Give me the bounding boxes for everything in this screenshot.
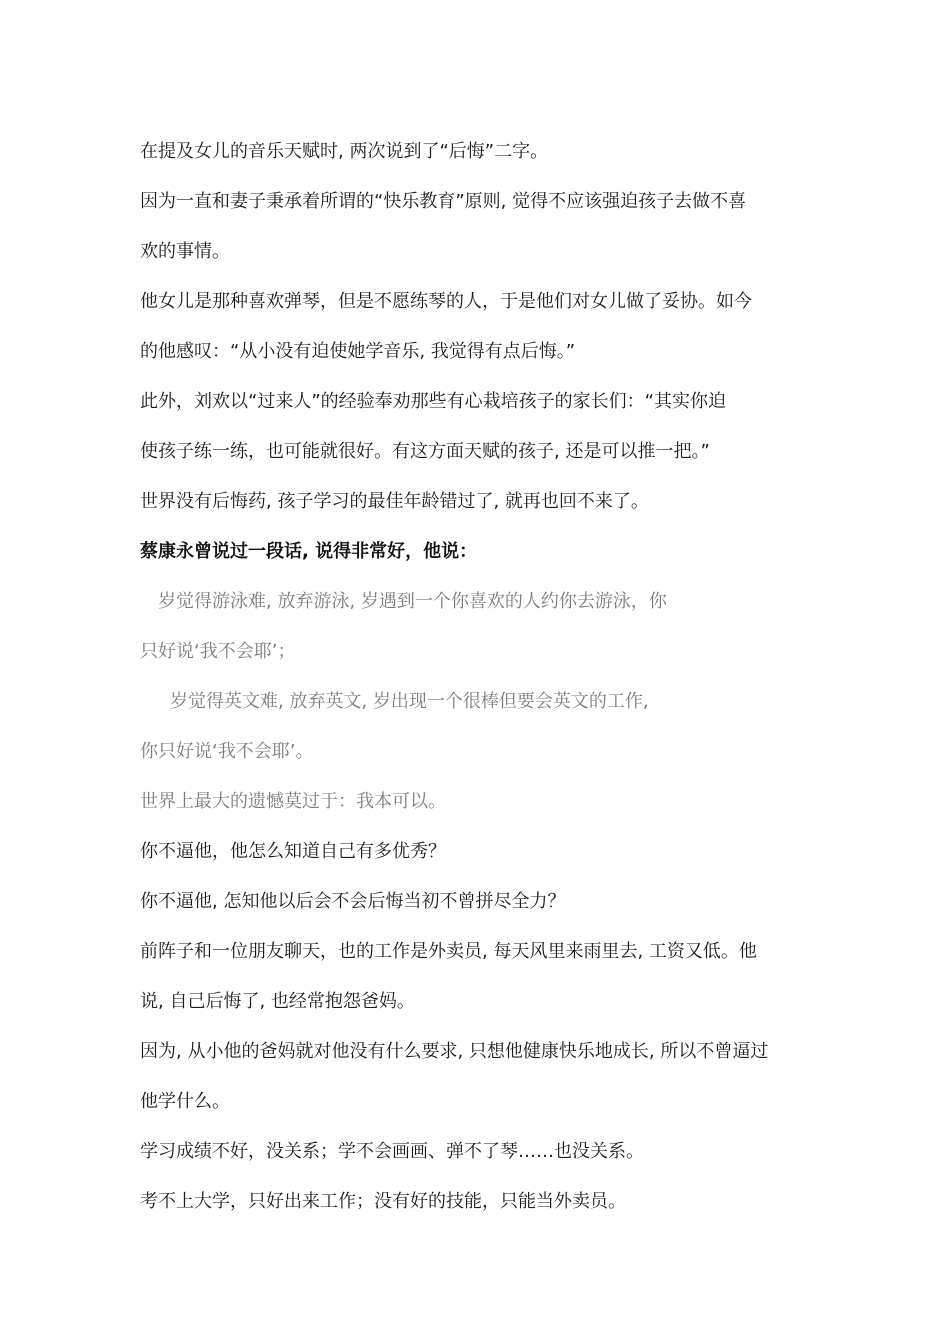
paragraph-line: 学习成绩不好，没关系；学不会画画、弹不了琴……也没关系。: [140, 1141, 644, 1162]
paragraph-line: 说, 自己后悔了, 也经常抱怨爸妈。: [140, 991, 415, 1012]
paragraph-line: 因为, 从小他的爸妈就对他没有什么要求, 只想他健康快乐地成长, 所以不曾逼过: [140, 1041, 769, 1062]
quote-line: 世界上最大的遗憾莫过于：我本可以。: [140, 791, 446, 812]
paragraph-line: 你不逼他, 怎知他以后会不会后悔当初不曾拼尽全力？: [140, 891, 566, 912]
quote-line: 只好说‘我不会耶’；: [140, 641, 296, 662]
paragraph-line: 世界没有后悔药, 孩子学习的最佳年龄错过了, 就再也回不来了。: [140, 491, 649, 512]
quote-line: 岁觉得英文难, 放弃英文, 岁出现一个很棒但要会英文的工作,: [170, 691, 649, 712]
paragraph-line: 前阵子和一位朋友聊天，也的工作是外卖员, 每天风里来雨里去, 工资又低。他: [140, 941, 757, 962]
bold-heading-line: 蔡康永曾说过一段话, 说得非常好，他说：: [140, 541, 478, 562]
paragraph-line: 在提及女儿的音乐天赋时, 两次说到了“后悔”二字。: [140, 141, 549, 162]
paragraph-line: 你不逼他，他怎么知道自己有多优秀？: [140, 841, 446, 862]
paragraph-line: 欢的事情。: [140, 241, 230, 262]
paragraph-line: 此外，刘欢以“过来人”的经验奉劝那些有心栽培孩子的家长们：“其实你迫: [140, 391, 726, 412]
paragraph-line: 因为一直和妻子秉承着所谓的“快乐教育”原则, 觉得不应该强迫孩子去做不喜: [140, 191, 747, 212]
paragraph-line: 考不上大学，只好出来工作；没有好的技能，只能当外卖员。: [140, 1191, 626, 1212]
paragraph-line: 他女儿是那种喜欢弹琴，但是不愿练琴的人，于是他们对女儿做了妥协。如今: [140, 291, 752, 312]
paragraph-line: 使孩子练一练，也可能就很好。有这方面天赋的孩子, 还是可以推一把。”: [140, 441, 710, 462]
quote-line: 岁觉得游泳难, 放弃游泳, 岁遇到一个你喜欢的人约你去游泳，你: [158, 591, 667, 612]
document-body: [140, 127, 810, 1227]
paragraph-line: 的他感叹：“从小没有迫使她学音乐, 我觉得有点后悔。”: [140, 341, 576, 362]
quote-line: 你只好说‘我不会耶’。: [140, 741, 314, 762]
paragraph-line: 他学什么。: [140, 1091, 230, 1112]
